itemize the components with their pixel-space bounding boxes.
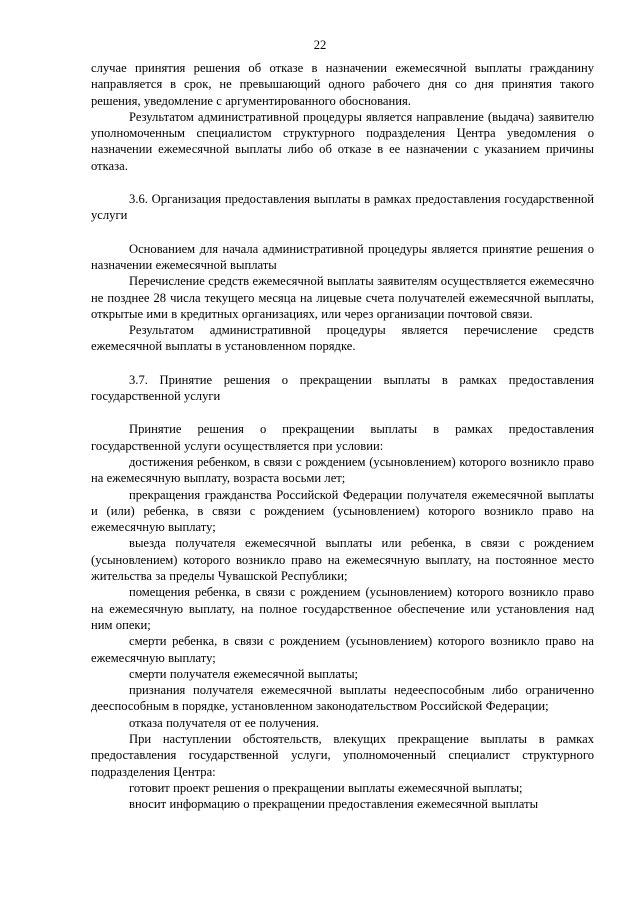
paragraph: случае принятия решения об отказе в назначении ежемесячной выплаты гражданину направляется в срок, не превышающий одного рабочего дня со дня принятия такого решения, уведомление с аргументированного обоснования. bbox=[91, 61, 594, 108]
paragraph: При наступлении обстоятельств, влекущих прекращение выплаты в рамках предоставления государственной услуги, уполномоченный специалист структурного подразделения Центра: bbox=[91, 731, 594, 779]
list-item: вносит информацию о прекращении предоставления ежемесячной выплаты bbox=[129, 797, 539, 812]
page-content bbox=[91, 60, 594, 812]
section-heading-3-6: 3.6. Организация предоставления выплаты в рамках предоставления государственной услуги bbox=[91, 192, 594, 223]
list-item: выезда получателя ежемесячной выплаты или ребенка, в связи с рождением (усыновлением) которого возникло право на ежемесячную выплату, на постоянное место жительства за пределы Чувашской Республики; bbox=[91, 536, 594, 584]
paragraph: Принятие решения о прекращении выплаты в рамках предоставления государственной услуги осуществляется при условии: bbox=[91, 422, 594, 453]
page-number: 22 bbox=[313, 38, 327, 52]
paragraph: Основанием для начала административной процедуры является принятие решения о назначении ежемесячной выплаты bbox=[91, 241, 594, 272]
paragraph: Результатом административной процедуры является направление (выдача) заявителю уполномоченным специалистом структурного подразделения Центра уведомления о назначении ежемесячной выплаты либо об отказе в ее назначении с указанием причины отказа. bbox=[91, 109, 594, 173]
list-item: помещения ребенка, в связи с рождением (усыновлением) которого возникло право на ежемесячную выплату, на полное государственное обеспечение или установления над ним опеки; bbox=[91, 585, 594, 632]
list-item: готовит проект решения о прекращении выплаты ежемесячной выплаты; bbox=[129, 780, 523, 795]
list-item: прекращения гражданства Российской Федерации получателя ежемесячной выплаты и (или) ребенка, в связи с рождением (усыновлением) которого возникло право на ежемесячную выплату; bbox=[91, 487, 594, 535]
paragraph: Перечисление средств ежемесячной выплаты заявителям осуществляется ежемесячно не позднее 28 числа текущего месяца на лицевые счета получателей ежемесячной выплаты, открытые ими в кредитных организациях, или через организации почтовой связи. bbox=[91, 274, 594, 321]
list-item: смерти получателя ежемесячной выплаты; bbox=[129, 666, 359, 681]
paragraph: Результатом административной процедуры является перечисление средств ежемесячной выплаты в установленном порядке. bbox=[91, 323, 594, 354]
list-item: достижения ребенком, в связи с рождением (усыновлением) которого возникло право на ежемесячную выплату, возраста восьми лет; bbox=[91, 454, 594, 486]
list-item: смерти ребенка, в связи с рождением (усыновлением) которого возникло право на ежемесячную выплату; bbox=[91, 634, 594, 665]
list-item: признания получателя ежемесячной выплаты недееспособным либо ограниченно дееспособным в порядке, установленном законодательством Российской Федерации; bbox=[91, 683, 594, 714]
list-item: отказа получателя от ее получения. bbox=[129, 715, 319, 730]
section-heading-3-7: 3.7. Принятие решения о прекращении выплаты в рамках предоставления государственной услуги bbox=[91, 372, 594, 404]
